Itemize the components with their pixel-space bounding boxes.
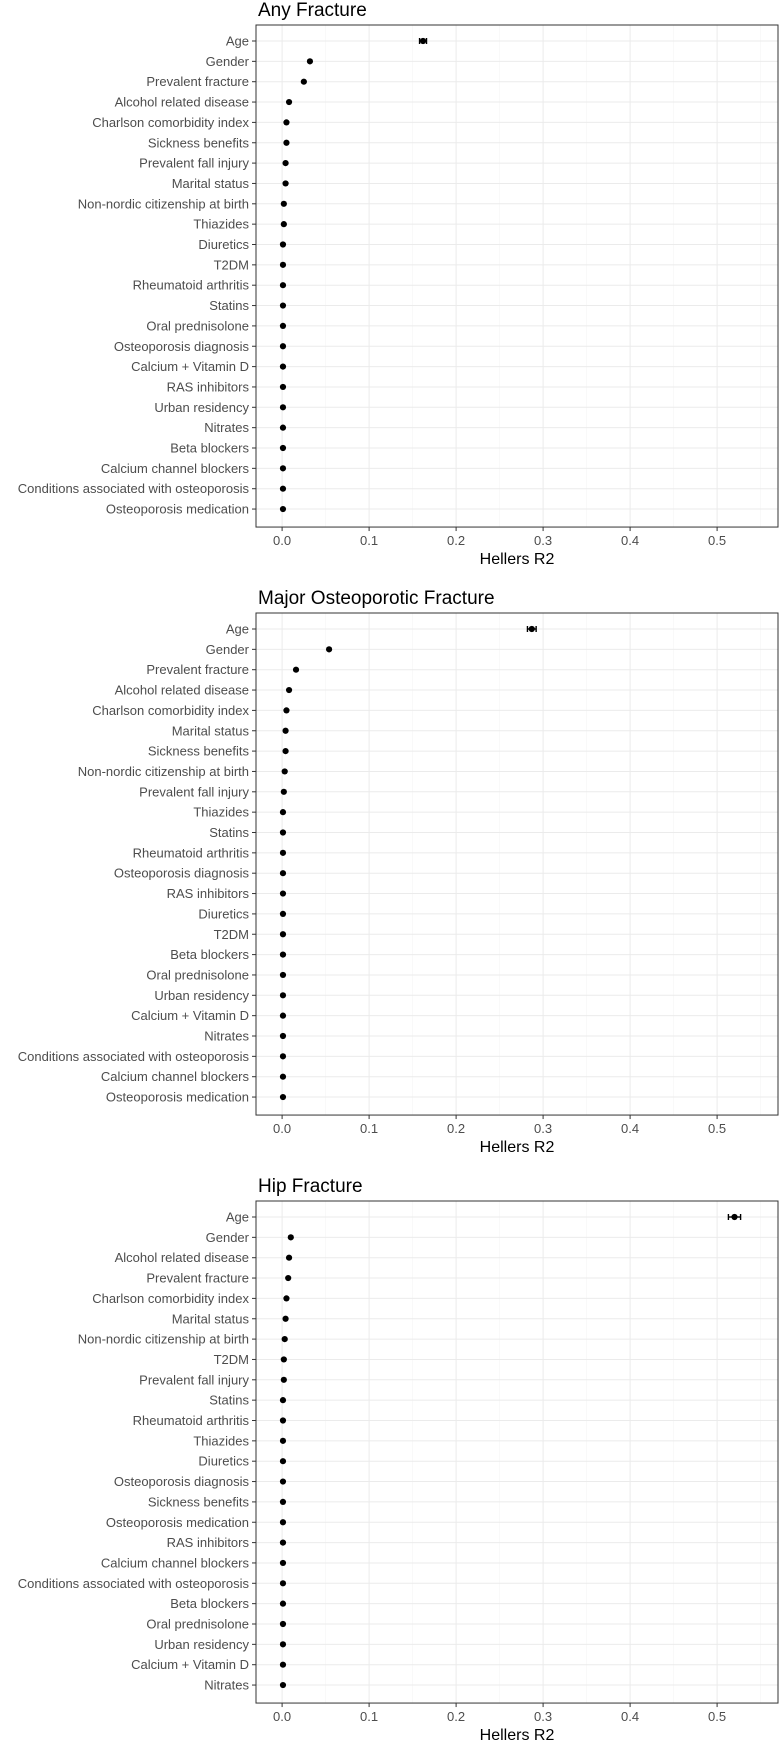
chart-title: Any Fracture (258, 0, 367, 21)
y-tick-label: Diuretics (198, 237, 249, 252)
y-tick-label: Gender (205, 1229, 249, 1245)
data-point (280, 1438, 286, 1444)
y-tick-label: Prevalent fall injury (139, 784, 249, 800)
data-point (282, 180, 288, 186)
data-point (280, 262, 286, 268)
y-tick-label: Alcohol related disease (114, 94, 249, 110)
y-tick-label: Rheumatoid arthritis (132, 277, 249, 293)
data-point (280, 1053, 286, 1059)
data-point (280, 1621, 286, 1627)
data-point (280, 1682, 286, 1688)
data-point (280, 445, 286, 451)
data-point (280, 506, 286, 512)
y-tick-label: Marital status (171, 723, 249, 739)
y-tick-label: Alcohol related disease (114, 682, 249, 698)
y-tick-label: Urban residency (154, 399, 249, 415)
y-tick-label: Beta blockers (170, 947, 249, 963)
x-tick-label: 0.2 (447, 533, 466, 549)
data-point (280, 1519, 286, 1525)
x-tick-label: 0.4 (621, 533, 640, 549)
y-tick-label: Charlson comorbidity index (92, 702, 249, 718)
data-point (280, 870, 286, 876)
y-tick-label: Calcium channel blockers (100, 1069, 249, 1085)
data-point (280, 343, 286, 349)
y-tick-label: Non-nordic citizenship at birth (77, 1331, 249, 1347)
chart-title: Major Osteoporotic Fracture (258, 588, 495, 609)
y-tick-label: Prevalent fracture (146, 1270, 249, 1286)
y-tick-label: Calcium + Vitamin D (131, 359, 249, 375)
data-point (280, 1560, 286, 1566)
y-tick-label: Calcium + Vitamin D (131, 1008, 249, 1024)
data-point (529, 626, 535, 632)
data-point (280, 1033, 286, 1039)
data-point (286, 1255, 292, 1261)
data-point (280, 1601, 286, 1607)
data-point (281, 1377, 287, 1383)
y-tick-label: Statins (209, 825, 249, 840)
y-tick-label: Non-nordic citizenship at birth (77, 763, 249, 779)
data-point (731, 1214, 737, 1220)
data-point (283, 140, 289, 146)
y-tick-label: Calcium + Vitamin D (131, 1657, 249, 1673)
y-tick-label: Diuretics (198, 1453, 249, 1469)
data-point (280, 384, 286, 390)
data-point (280, 1074, 286, 1080)
y-tick-label: Conditions associated with osteoporosis (17, 481, 249, 497)
data-point (280, 809, 286, 815)
data-point (280, 425, 286, 431)
data-point (280, 1662, 286, 1668)
y-tick-label: Nitrates (204, 1028, 249, 1044)
x-tick-label: 0.1 (360, 1121, 379, 1137)
data-point (280, 1458, 286, 1464)
data-point (282, 1336, 288, 1342)
data-point (280, 972, 286, 978)
data-point (280, 465, 286, 471)
y-tick-label: Beta blockers (170, 440, 249, 456)
x-tick-label: 0.4 (621, 1709, 640, 1725)
data-point (283, 119, 289, 125)
y-tick-label: T2DM (213, 257, 249, 273)
data-point (282, 748, 288, 754)
data-point (280, 931, 286, 937)
data-point (280, 1094, 286, 1100)
x-tick-label: 0.0 (273, 1709, 292, 1725)
plot-frame (256, 1201, 778, 1703)
y-tick-label: Osteoporosis diagnosis (113, 338, 249, 354)
y-tick-label: Prevalent fall injury (139, 155, 249, 171)
y-tick-label: Statins (209, 1392, 249, 1408)
data-point (280, 850, 286, 856)
data-point (282, 160, 288, 166)
data-point (280, 323, 286, 329)
y-tick-label: Alcohol related disease (114, 1250, 249, 1266)
x-tick-label: 0.1 (360, 533, 379, 549)
data-point (280, 1013, 286, 1019)
y-tick-label: Rheumatoid arthritis (132, 1413, 249, 1428)
data-point (280, 1641, 286, 1647)
y-tick-label: Thiazides (193, 804, 249, 820)
y-tick-label: Osteoporosis medication (105, 1514, 249, 1530)
data-point (282, 728, 288, 734)
y-tick-label: Conditions associated with osteoporosis (17, 1048, 249, 1064)
chart-panel (18, 588, 778, 1156)
y-tick-label: Osteoporosis diagnosis (113, 865, 249, 881)
data-point (281, 201, 287, 207)
chart-title: Hip Fracture (258, 1176, 363, 1197)
plot-frame (256, 613, 778, 1115)
y-tick-label: Beta blockers (170, 1596, 249, 1612)
y-tick-label: Marital status (171, 175, 249, 191)
y-tick-label: Thiazides (193, 1433, 249, 1449)
x-tick-label: 0.5 (708, 1709, 727, 1725)
x-tick-label: 0.0 (273, 533, 292, 549)
x-tick-label: 0.0 (273, 1121, 292, 1137)
x-tick-label: 0.2 (447, 1121, 466, 1137)
y-tick-label: Prevalent fracture (146, 74, 249, 90)
y-tick-label: Oral prednisolone (146, 967, 249, 983)
data-point (280, 241, 286, 247)
y-tick-label: Sickness benefits (147, 743, 249, 759)
data-point (326, 646, 332, 652)
y-tick-label: Gender (205, 641, 249, 657)
y-tick-label: Age (225, 621, 249, 637)
data-point (281, 789, 287, 795)
y-tick-label: T2DM (213, 926, 249, 942)
y-tick-label: Non-nordic citizenship at birth (77, 196, 249, 212)
x-axis-title: Hellers R2 (479, 1727, 555, 1740)
y-tick-label: Oral prednisolone (146, 318, 249, 334)
y-tick-label: Oral prednisolone (146, 1616, 249, 1632)
y-tick-label: Gender (205, 53, 249, 69)
y-tick-label: Nitrates (204, 1677, 249, 1693)
x-tick-label: 0.4 (621, 1121, 640, 1137)
data-point (280, 829, 286, 835)
data-point (281, 1356, 287, 1362)
y-tick-label: Osteoporosis medication (105, 501, 249, 517)
y-tick-label: Urban residency (154, 987, 249, 1003)
y-tick-label: Age (225, 33, 249, 49)
chart-panel (18, 0, 778, 568)
y-tick-label: Prevalent fall injury (139, 1372, 249, 1388)
chart-panel (18, 1176, 778, 1740)
x-tick-label: 0.5 (708, 1121, 727, 1137)
y-tick-label: Sickness benefits (147, 1494, 249, 1510)
data-point (280, 1417, 286, 1423)
data-point (280, 1499, 286, 1505)
y-tick-label: Osteoporosis diagnosis (113, 1474, 249, 1490)
x-tick-label: 0.3 (534, 1709, 553, 1725)
data-point (286, 99, 292, 105)
data-point (282, 1316, 288, 1322)
y-tick-label: RAS inhibitors (166, 886, 249, 902)
data-point (280, 1478, 286, 1484)
data-point (280, 302, 286, 308)
data-point (283, 1295, 289, 1301)
y-tick-label: Calcium channel blockers (100, 460, 249, 476)
y-tick-label: Rheumatoid arthritis (132, 845, 249, 861)
y-tick-label: T2DM (213, 1351, 249, 1367)
data-point (280, 282, 286, 288)
data-point (280, 404, 286, 410)
y-tick-label: Charlson comorbidity index (92, 114, 249, 130)
data-point (280, 911, 286, 917)
y-tick-label: RAS inhibitors (166, 1535, 249, 1551)
y-tick-label: Statins (209, 298, 249, 314)
x-tick-label: 0.3 (534, 1121, 553, 1137)
data-point (420, 38, 426, 44)
x-axis-title: Hellers R2 (479, 1139, 555, 1157)
y-tick-label: Charlson comorbidity index (92, 1290, 249, 1306)
data-point (280, 952, 286, 958)
y-tick-label: Conditions associated with osteoporosis (17, 1575, 249, 1591)
y-tick-label: Thiazides (193, 216, 249, 232)
y-tick-label: Nitrates (204, 420, 249, 436)
data-point (280, 992, 286, 998)
data-point (280, 1540, 286, 1546)
x-tick-label: 0.1 (360, 1709, 379, 1725)
data-point (281, 221, 287, 227)
data-point (288, 1234, 294, 1240)
y-tick-label: RAS inhibitors (166, 379, 249, 395)
data-point (280, 1580, 286, 1586)
data-point (280, 1397, 286, 1403)
data-point (280, 486, 286, 492)
data-point (280, 890, 286, 896)
data-point (283, 707, 289, 713)
y-tick-label: Calcium channel blockers (100, 1555, 249, 1571)
y-tick-label: Diuretics (198, 906, 249, 922)
x-tick-label: 0.5 (708, 533, 727, 549)
x-axis-title: Hellers R2 (479, 551, 555, 569)
y-tick-label: Marital status (171, 1311, 249, 1327)
y-tick-label: Prevalent fracture (146, 662, 249, 678)
data-point (280, 364, 286, 370)
x-tick-label: 0.2 (447, 1709, 466, 1725)
plot-frame (256, 25, 778, 527)
x-tick-label: 0.3 (534, 533, 553, 549)
y-tick-label: Age (225, 1209, 249, 1225)
data-point (307, 58, 313, 64)
y-tick-label: Sickness benefits (147, 135, 249, 151)
data-point (285, 1275, 291, 1281)
data-point (286, 687, 292, 693)
y-tick-label: Osteoporosis medication (105, 1089, 249, 1105)
data-point (293, 667, 299, 673)
y-tick-label: Urban residency (154, 1636, 249, 1652)
data-point (301, 79, 307, 85)
data-point (282, 768, 288, 774)
